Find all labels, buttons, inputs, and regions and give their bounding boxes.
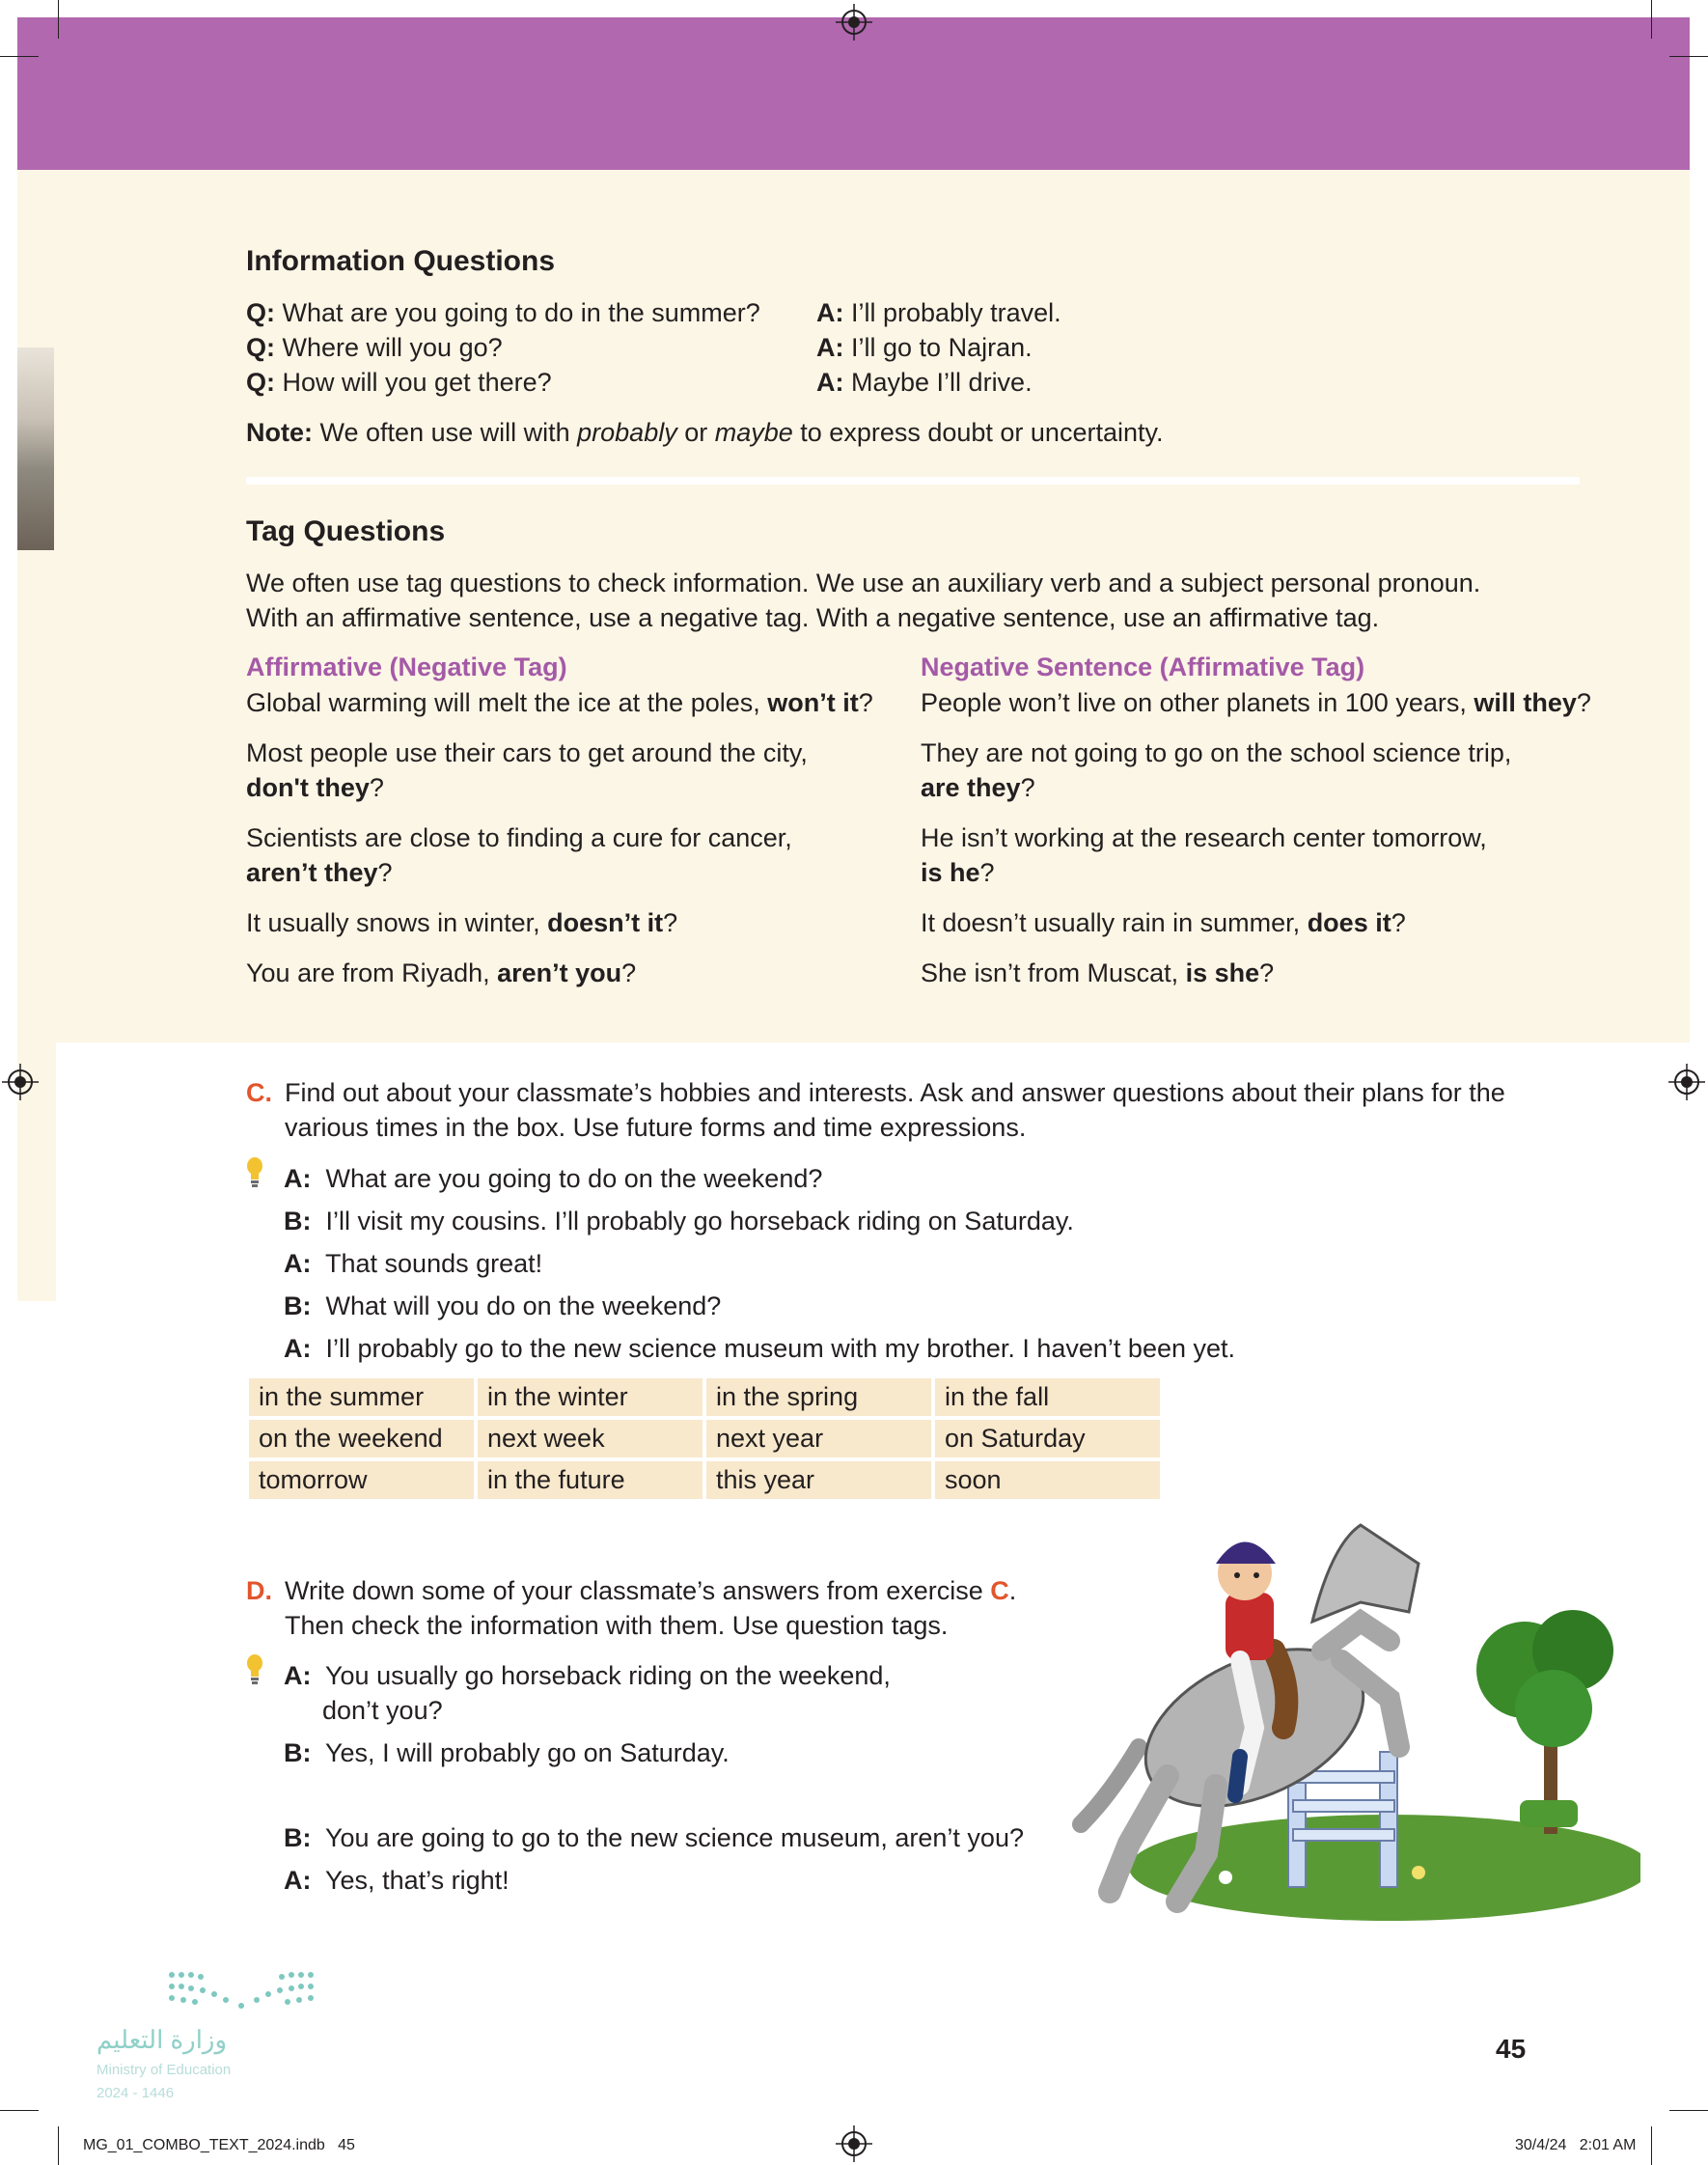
panel-left-strip: [17, 170, 56, 1301]
example-tag: doesn’t it: [547, 908, 664, 937]
a-label: A:: [816, 333, 844, 362]
q-label: Q:: [246, 298, 275, 327]
tag-example: [246, 820, 792, 890]
question-text: Where will you go?: [282, 333, 503, 362]
section-divider: [246, 477, 1580, 485]
tag-example: [921, 905, 1406, 940]
photo-edge-image: [17, 347, 54, 550]
example-tag: aren’t they: [246, 858, 378, 887]
note-text: or: [676, 418, 715, 447]
file-info: MG_01_COMBO_TEXT_2024.indb 45: [83, 2137, 355, 2153]
ministry-name-arabic: وزارة التعليم: [96, 2025, 228, 2054]
example-punct: ?: [979, 858, 995, 887]
dialog-text: What will you do on the weekend?: [325, 1291, 722, 1320]
speaker-label: A:: [284, 1866, 312, 1895]
example-tag: is he: [921, 858, 980, 887]
example-tag: is she: [1185, 958, 1260, 987]
page-number: 45: [1496, 2034, 1527, 2064]
example-tag: aren’t you: [497, 958, 622, 987]
horse-rider-illustration: [1071, 1506, 1640, 1930]
dialog-line: [284, 1735, 730, 1770]
example-text: You are from Riyadh,: [246, 958, 498, 987]
lightbulb-icon: [244, 1653, 265, 1686]
instruction-punct: .: [1008, 1576, 1017, 1605]
speaker-label: B:: [284, 1738, 312, 1767]
crop-mark: [1651, 2126, 1652, 2165]
table-cell: in the summer: [249, 1378, 474, 1416]
tag-example: [921, 685, 1591, 720]
example-text: Most people use their cars to get around the city,: [246, 738, 808, 767]
dialog-line: [284, 1331, 1235, 1366]
table-row: [249, 1420, 1160, 1457]
table-cell: tomorrow: [249, 1461, 474, 1499]
time-expressions-table: [245, 1374, 1164, 1503]
dialog-line: [284, 1820, 1024, 1855]
dialog-text: What are you going to do on the weekend?: [325, 1164, 823, 1193]
registration-mark-icon: [836, 4, 872, 41]
tag-example: [246, 736, 808, 805]
speaker-label: B:: [284, 1291, 312, 1320]
info-question-row: [246, 295, 760, 330]
speaker-label: A:: [284, 1164, 312, 1193]
ministry-logo-icon: [166, 1969, 317, 2015]
ministry-year: 2024 - 1446: [96, 2085, 175, 2101]
speaker-label: B:: [284, 1823, 312, 1852]
dialog-line: [284, 1863, 510, 1898]
crop-mark: [58, 0, 59, 39]
dialog-text: I’ll probably go to the new science museum with my brother. I haven’t been yet.: [325, 1334, 1236, 1363]
print-timestamp: 30/4/24 2:01 AM: [1515, 2137, 1637, 2153]
example-text: Global warming will melt the ice at the poles,: [246, 688, 768, 717]
table-row: [249, 1378, 1160, 1416]
dialog-line: [284, 1289, 721, 1323]
question-text: How will you get there?: [282, 368, 552, 397]
answer-text: I’ll probably travel.: [851, 298, 1061, 327]
lightbulb-icon: [244, 1156, 265, 1189]
crop-mark: [1669, 2110, 1708, 2111]
table-cell: on the weekend: [249, 1420, 474, 1457]
dialog-text: Yes, I will probably go on Saturday.: [325, 1738, 730, 1767]
example-punct: ?: [858, 688, 873, 717]
table-cell: soon: [935, 1461, 1160, 1499]
example-punct: ?: [663, 908, 678, 937]
ministry-name-english: Ministry of Education: [96, 2062, 232, 2078]
exercise-d-letter: D.: [246, 1576, 272, 1605]
q-label: Q:: [246, 333, 275, 362]
note-text: to express doubt or uncertainty.: [792, 418, 1164, 447]
affirmative-heading: Affirmative (Negative Tag): [246, 652, 567, 681]
dialog-line: [284, 1246, 542, 1281]
table-cell: on Saturday: [935, 1420, 1160, 1457]
answer-text: Maybe I’ll drive.: [851, 368, 1033, 397]
table-cell: in the spring: [706, 1378, 931, 1416]
exercise-d-instruction: [285, 1573, 1016, 1608]
speaker-label: A:: [284, 1334, 312, 1363]
negative-heading: Negative Sentence (Affirmative Tag): [921, 652, 1365, 681]
example-text: It doesn’t usually rain in summer,: [921, 908, 1308, 937]
tag-example: [921, 956, 1274, 990]
question-text: What are you going to do in the summer?: [282, 298, 760, 327]
q-label: Q:: [246, 368, 275, 397]
table-cell: in the future: [478, 1461, 702, 1499]
example-tag: won’t it: [767, 688, 859, 717]
answer-text: I’ll go to Najran.: [851, 333, 1033, 362]
info-note: [246, 415, 1164, 450]
example-punct: ?: [377, 858, 393, 887]
note-label: Note:: [246, 418, 313, 447]
tag-intro-line: With an affirmative sentence, use a negative tag. With a negative sentence, use an affirmative tag.: [246, 603, 1380, 632]
table-cell: next year: [706, 1420, 931, 1457]
table-cell: this year: [706, 1461, 931, 1499]
exercise-c-instruction: Find out about your classmate’s hobbies and interests. Ask and answer questions about their plans for the: [285, 1078, 1505, 1107]
dialog-text: don’t you?: [322, 1696, 443, 1725]
info-answer-row: [816, 365, 1033, 400]
example-text: They are not going to go on the school science trip,: [921, 738, 1512, 767]
example-punct: ?: [1391, 908, 1406, 937]
info-answer-row: [816, 295, 1061, 330]
info-question-row: [246, 365, 552, 400]
exercise-reference: C: [990, 1576, 1009, 1605]
speaker-label: A:: [284, 1249, 312, 1278]
tag-example: [246, 905, 677, 940]
instruction-text: Write down some of your classmate’s answers from exercise: [285, 1576, 991, 1605]
dialog-text: You are going to go to the new science museum, aren’t you?: [325, 1823, 1024, 1852]
registration-mark-icon: [1668, 1064, 1705, 1100]
table-cell: in the winter: [478, 1378, 702, 1416]
dialog-line: [322, 1693, 443, 1728]
a-label: A:: [816, 298, 844, 327]
dialog-line: [284, 1204, 1074, 1238]
tag-heading: Tag Questions: [246, 515, 446, 547]
registration-mark-icon: [836, 2125, 872, 2162]
example-tag: are they: [921, 773, 1021, 802]
dialog-text: You usually go horseback riding on the weekend,: [325, 1661, 891, 1690]
dialog-text: That sounds great!: [325, 1249, 543, 1278]
example-text: It usually snows in winter,: [246, 908, 548, 937]
example-punct: ?: [1020, 773, 1035, 802]
tag-intro-line: We often use tag questions to check information. We use an auxiliary verb and a subject personal pronoun.: [246, 569, 1481, 597]
dialog-text: Yes, that’s right!: [325, 1866, 510, 1895]
dialog-line: [284, 1161, 822, 1196]
example-text: She isn’t from Muscat,: [921, 958, 1186, 987]
speaker-label: B:: [284, 1207, 312, 1235]
registration-mark-icon: [2, 1064, 39, 1100]
tag-example: [246, 685, 873, 720]
example-punct: ?: [621, 958, 637, 987]
tag-example: [921, 820, 1487, 890]
info-question-row: [246, 330, 503, 365]
dialog-line: [284, 1658, 891, 1693]
table-cell: in the fall: [935, 1378, 1160, 1416]
exercise-d-instruction: Then check the information with them. Use question tags.: [285, 1611, 949, 1640]
example-punct: ?: [1576, 688, 1591, 717]
example-punct: ?: [369, 773, 384, 802]
info-heading: Information Questions: [246, 245, 556, 277]
exercise-c-instruction: various times in the box. Use future forms and time expressions.: [285, 1113, 1027, 1142]
table-row: [249, 1461, 1160, 1499]
crop-mark: [0, 2110, 39, 2111]
crop-mark: [58, 2126, 59, 2165]
note-emphasis: maybe: [714, 418, 793, 447]
example-text: He isn’t working at the research center tomorrow,: [921, 823, 1487, 852]
example-punct: ?: [1259, 958, 1275, 987]
speaker-label: A:: [284, 1661, 312, 1690]
example-text: People won’t live on other planets in 100 years,: [921, 688, 1474, 717]
crop-mark: [1651, 0, 1652, 39]
a-label: A:: [816, 368, 844, 397]
note-text: We often use will with: [319, 418, 578, 447]
tag-example: [246, 956, 636, 990]
example-text: Scientists are close to finding a cure for cancer,: [246, 823, 792, 852]
dialog-text: I’ll visit my cousins. I’ll probably go horseback riding on Saturday.: [325, 1207, 1074, 1235]
example-tag: does it: [1307, 908, 1391, 937]
info-answer-row: [816, 330, 1033, 365]
example-tag: will they: [1474, 688, 1577, 717]
table-cell: next week: [478, 1420, 702, 1457]
example-tag: don't they: [246, 773, 370, 802]
crop-mark: [1669, 56, 1708, 57]
exercise-c-letter: C.: [246, 1078, 272, 1107]
note-emphasis: probably: [577, 418, 677, 447]
tag-example: [921, 736, 1511, 805]
crop-mark: [0, 56, 39, 57]
